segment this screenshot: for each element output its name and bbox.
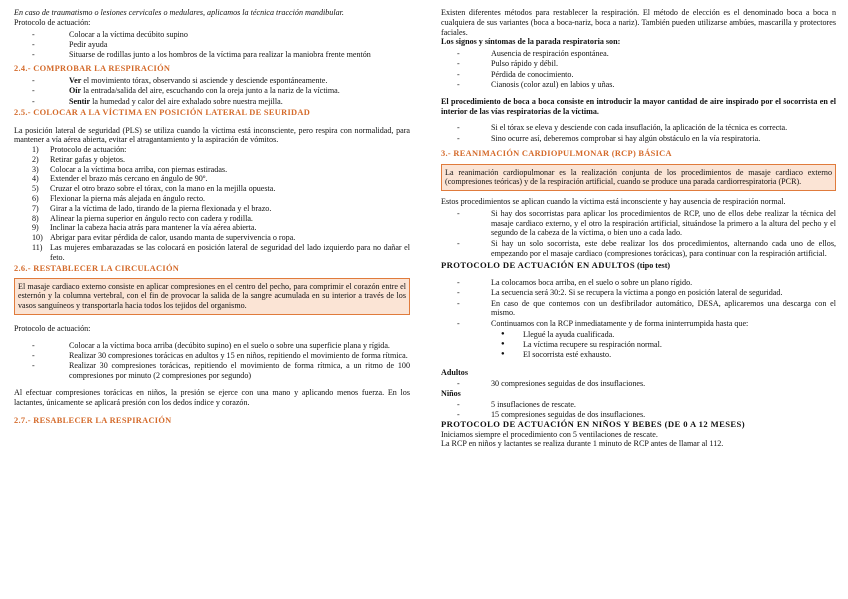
respiration-check-list [14, 76, 410, 106]
adults-list [441, 379, 836, 389]
list-item: - 30 compresiones seguidas de dos insuflaciones. [441, 379, 836, 389]
list-item: - Ausencia de respiración espontánea. [441, 49, 836, 59]
pls-steps [14, 145, 410, 262]
list-item: 1) Protocolo de actuación: [32, 145, 127, 155]
list-item: - Pedir ayuda [14, 40, 410, 50]
signs-label: Los signos y síntomas de la parada respiratoria son: [441, 37, 621, 47]
list-item: - Ver el movimiento tórax, observando si asciende y desciende espontáneamente. [14, 76, 410, 86]
section-heading-2-6: 2.6.- RESTABLECER LA CIRCULACIÓN [14, 263, 180, 273]
protocol-label: Protocolo de actuación: [14, 324, 91, 333]
list-item: 5) Cruzar el otro brazo sobre el tórax, con la mano en la mejilla opuesta. [32, 184, 276, 194]
protocol-list [14, 30, 410, 60]
children-note: Al efectuar compresiones torácicas en niños, la presión se ejerce con una mano y aplicando menos fuerza. En los lactantes, únicamente se aplicará presión con los dedos índice y corazón. [14, 387, 410, 407]
left-column [14, 8, 410, 429]
list-item: - Si el tórax se eleva y desciende con cada insuflación, la aplicación de la técnica es correcta. [441, 123, 836, 133]
list-item: ● La víctima recupere su respiración normal. [441, 340, 836, 350]
list-item: 3) Colocar a la víctima boca arriba, con piernas estiradas. [32, 164, 228, 174]
list-item: - Cianosis (color azul) en labios y uñas. [441, 80, 836, 90]
list-item: 8) Alinear la pierna superior en ángulo recto con cadera y rodilla. [32, 213, 253, 223]
children-protocol-line: La RCP en niños y lactantes se realiza durante 1 minuto de RCP antes de llamar al 112. [441, 439, 724, 449]
list-item: - Continuamos con la RCP inmediatamente y de forma ininterrumpida hasta que: [441, 319, 836, 329]
list-item: - Si hay dos socorristas para aplicar los procedimientos de RCP, uno de ellos debe realizar la técnica del masaje cardiaco externo, y el otro la respiración artificial, situándose la primero a la altura del pecho y el segundo de la cabeza de la víctima, o bien uno a cada lado. [441, 209, 836, 238]
list-item: 7) Girar a la víctima de lado, tirando de la pierna flexionada y el brazo. [32, 203, 272, 213]
circulation-definition-box: El masaje cardiaco externo consiste en aplicar compresiones en el centro del pecho, para comprimir el corazón entre el esternón y la columna vertebral, con el fin de provocar la salida de la sangre acumulada en su interior a través de los vasos sanguíneos y transportarla hacia todos los tejidos del organismo. [14, 278, 410, 315]
list-item: - La colocamos boca arriba, en el suelo o sobre un plano rígido. [441, 278, 836, 288]
intro-text: En caso de traumatismo o lesiones cervicales o medulares, aplicamos la técnica tracción mandibular. [14, 8, 344, 17]
children-label: Niños [441, 389, 461, 399]
rcp-text: Estos procedimientos se aplican cuando la víctima está inconsciente y hay ausencia de respiración normal. [441, 197, 786, 207]
list-item: 10) Abrigar para evitar pérdida de calor, usando manta de supervivencia o ropa. [32, 233, 296, 243]
children-protocol-heading: PROTOCOLO DE ACTUACIÓN EN NIÑOS Y BEBES (DE 0 A 12 MESES) [441, 419, 745, 430]
list-item: 11) Las mujeres embarazadas se las colocará en posición lateral de seguridad del lado izquierdo para no dañar el feto. [32, 242, 410, 262]
until-list [441, 330, 836, 359]
boca-a-boca-list [441, 123, 836, 143]
list-item: ● El socorrista esté exhausto. [441, 350, 836, 360]
list-item: 9) Inclinar la cabeza hacia atrás para mantener la vía aérea abierta. [32, 223, 257, 233]
list-item: 6) Flexionar la pierna más alejada en ángulo recto. [32, 194, 206, 204]
right-column [441, 8, 836, 449]
list-item: - Realizar 30 compresiones torácicas en adultos y 15 en niños, repitiendo el movimiento de forma rítmica. [14, 351, 410, 361]
list-item: - Colocar a la víctima decúbito supino [14, 30, 410, 40]
section-heading-3: 3.- REANIMACIÓN CARDIOPULMONAR (RCP) BÁSICA [441, 149, 672, 159]
list-item: - Situarse de rodillas junto a los hombros de la víctima para realizar la maniobra frente mentón [14, 50, 410, 60]
list-item: - 5 insuflaciones de rescate. [441, 400, 836, 410]
adults-protocol-heading: PROTOCOLO DE ACTUACIÓN EN ADULTOS (tipo test) [441, 260, 671, 271]
list-item: - Sino ocurre así, deberemos comprobar si hay algún obstáculo en la vía respiratoria. [441, 134, 836, 144]
section-heading-2-7: 2.7.- RESABLECER LA RESPIRACIÓN [14, 416, 172, 426]
list-item: 2) Retirar gafas y objetos. [32, 154, 126, 164]
rcp-list [441, 209, 836, 258]
pls-text: La posición lateral de seguridad (PLS) se utiliza cuando la víctima está inconsciente, pero respira con normalidad, para mantener a vía aérea abierta, evitar el atragantamiento y la aspiración de vómitos. [14, 125, 410, 145]
children-protocol-line: Iniciamos siempre el procedimiento con 5 ventilaciones de rescate. [441, 429, 658, 439]
section-heading-2-4: 2.4.- COMPROBAR LA RESPIRACIÓN [14, 63, 171, 73]
rcp-definition-box: La reanimación cardiopulmonar es la realización conjunta de los procedimientos de masaje cardiaco externo (compresiones teóricas) y de la respiración artificial, cuando se produce una parada cardiorrespiratoria (PCR). [441, 164, 836, 192]
children-list [441, 400, 836, 420]
list-item: - Oír la entrada/salida del aire, escuchando con la oreja junto a la nariz de la víctima. [14, 86, 410, 96]
list-item: - En caso de que contemos con un desfibrilador automático, DESA, aplicaremos una descarga con el mismo. [441, 299, 836, 319]
adults-label: Adultos [441, 367, 468, 377]
list-item: - Pérdida de conocimiento. [441, 70, 836, 80]
list-item: - Colocar a la víctima boca arriba (decúbito supino) en el suelo o sobre una superficie plana y rígida. [14, 341, 410, 351]
respiration-intro: Existen diferentes métodos para restablecer la respiración. El método de elección es el denominado boca a boca n cualquiera de sus variantes (boca a boca-nariz, boca a nariz). También pueden utilizarse ambúes, mascarilla y protectores faciales. [441, 8, 836, 37]
signs-list [441, 49, 836, 90]
list-item: - Sentir la humedad y calor del aire exhalado sobre nuestra mejilla. [14, 97, 410, 107]
circulation-list [14, 341, 410, 381]
list-item: - 15 compresiones seguidas de dos insuflaciones. [441, 410, 836, 420]
list-item: ● Llegué la ayuda cualificada. [441, 330, 836, 340]
protocol-label: Protocolo de actuación: [14, 17, 91, 27]
adults-protocol-list [441, 278, 836, 328]
list-item: - La secuencia será 30:2. Si se recupera la víctima a pongo en posición lateral de seguridad. [441, 288, 836, 298]
list-item: 4) Extender el brazo más cercano en ángulo de 90º. [32, 174, 208, 184]
list-item: - Realizar 30 compresiones torácicas, repitiendo el movimiento de forma rítmica, a un ritmo de 100 compresiones por minuto (2 compresiones por segundo) [14, 361, 410, 381]
boca-a-boca-text: El procedimiento de boca a boca consiste en introducir la mayor cantidad de aire inspirado por el socorrista en el interior de las vías respiratorias de la víctima. [441, 96, 836, 116]
list-item: - Pulso rápido y débil. [441, 59, 836, 69]
list-item: - Si hay un solo socorrista, este debe realizar los dos procedimientos, alternando cada uno de ellos, empezando por el masaje cardiaco (compresiones torácicas), para continuar con la respiración artificial. [441, 239, 836, 259]
section-heading-2-5: 2.5.- COLOCAR A LA VÍCTIMA EN POSICIÓN LATERAL DE SEURIDAD [14, 108, 311, 118]
